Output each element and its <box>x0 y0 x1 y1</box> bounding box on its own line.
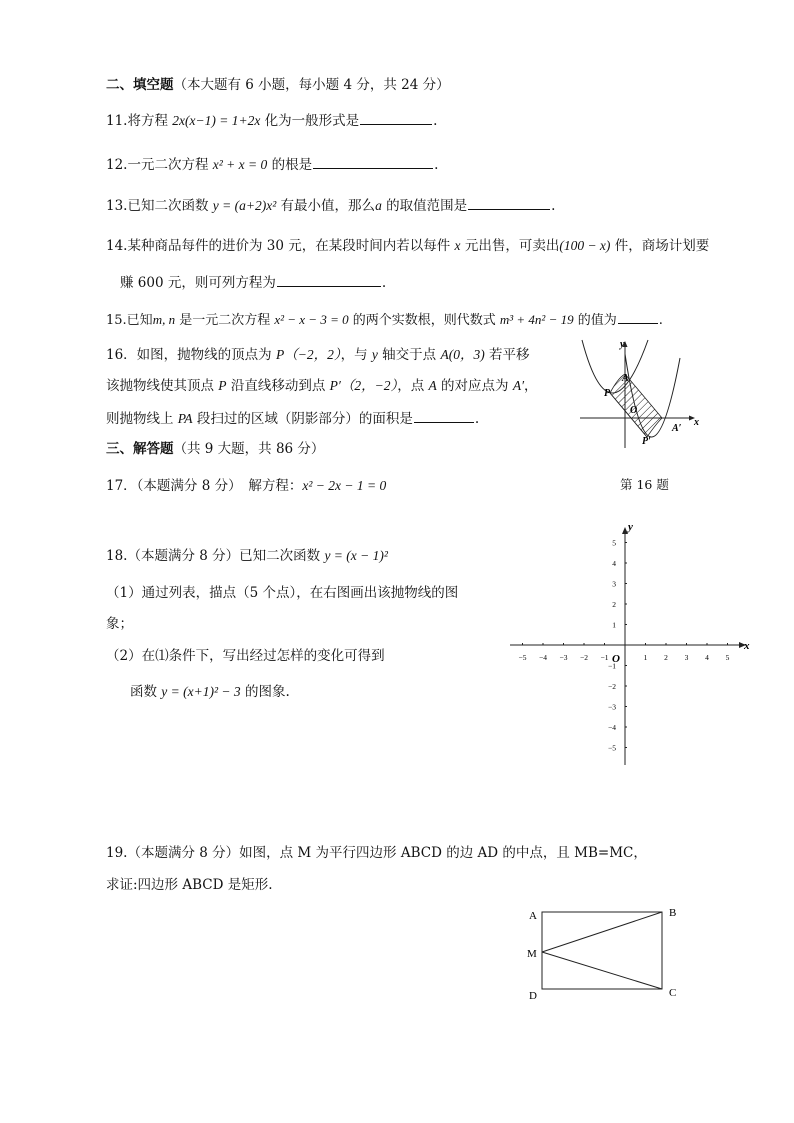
q16-label-Ap: A′ <box>672 423 682 434</box>
q16-text-2a: 该抛物线使其顶点 <box>106 378 219 394</box>
q18-x-tick-label: −4 <box>539 653 547 662</box>
q18-y-label: y <box>628 521 633 533</box>
q16-text-2e: ，点 <box>397 378 429 394</box>
q18-x-tick-label: −5 <box>518 653 527 662</box>
q18-equation-2: y = (x+1)² − 3 <box>161 684 241 699</box>
q18-coordinate-plane <box>505 520 755 770</box>
question-14-line-1 <box>106 236 709 256</box>
q18-origin-label: O <box>612 653 620 665</box>
q18-x-tick-label: −2 <box>580 653 588 662</box>
section-2-title: 二、填空题 <box>106 77 174 93</box>
q19-segment-mc <box>542 952 662 989</box>
section-3-title: 三、解答题 <box>106 441 174 457</box>
q18-y-tick-label: −4 <box>608 723 616 732</box>
q16-text-3a: 则抛物线上 <box>106 411 178 427</box>
q19-label-A: A <box>529 910 537 922</box>
q16-text-2i: ， <box>524 378 538 394</box>
q13-equation: y = (a+2)x² <box>212 198 277 213</box>
q19-label-B: B <box>669 907 677 919</box>
question-16-line-1 <box>106 345 530 365</box>
q14-text-3: 件，商场计划要 <box>610 238 710 254</box>
q18-y-tick-label: 4 <box>612 559 616 568</box>
q18-y-tick-label: 3 <box>612 579 616 589</box>
q18-x-tick-label: −1 <box>600 653 609 662</box>
section-2-heading <box>106 75 450 95</box>
q15-text-2: 是一元二次方程 <box>175 313 275 328</box>
q16-label-Pp: P′ <box>642 436 651 447</box>
question-18-line-3: 象； <box>106 616 133 632</box>
q12-end: . <box>434 157 439 173</box>
q18-y-tick-label: −2 <box>608 682 616 691</box>
q18-x-tick-label: 3 <box>684 653 689 662</box>
q14-var: x <box>454 238 461 253</box>
question-13 <box>106 195 555 216</box>
q16-caption: 第 16 题 <box>620 477 669 492</box>
q15-text-4: 的值为 <box>573 313 617 328</box>
q18-y-tick-label: 1 <box>612 620 616 630</box>
q18-y-tick-label: 2 <box>612 600 616 609</box>
question-12 <box>106 154 438 175</box>
q18-x-tick-label: −3 <box>559 653 568 662</box>
q14-end: . <box>381 275 387 291</box>
q18-equation: y = (x − 1)² <box>324 548 388 563</box>
q18-y-tick-label: −3 <box>608 702 616 712</box>
q18-text: 18.（本题满分 8 分）已知二次函数 <box>106 548 325 564</box>
q19-label-D: D <box>529 990 537 1002</box>
question-18-line-4: （2）在⑴条件下，写出经过怎样的变化可得到 <box>106 648 385 664</box>
q13-text: 13.已知二次函数 <box>106 198 213 214</box>
q14-answer-blank[interactable] <box>277 272 381 287</box>
q16-text-a: 16．如图，抛物线的顶点为 <box>106 347 276 363</box>
q15-end: . <box>658 313 663 328</box>
q16-var-pa: PA <box>177 411 193 426</box>
q16-figure <box>570 338 704 450</box>
q16-var-a: A <box>428 378 437 393</box>
q18-y-tick-label: −5 <box>608 743 616 753</box>
q13-text-2: 有最小值，那么 <box>276 198 376 214</box>
q16-text-2c: 沿直线移动到点 <box>226 378 330 394</box>
q16-var-y: y <box>371 347 378 362</box>
q12-text: 12.一元二次方程 <box>106 157 213 173</box>
section-3-desc: （共 9 大题，共 86 分） <box>173 441 325 457</box>
q14-text-2: 元出售，可卖出 <box>460 238 560 254</box>
question-16-line-2 <box>106 376 538 396</box>
q18-x-label: x <box>744 640 750 652</box>
q14-text-4: 赚 600 元，则可列方程为 <box>120 275 276 291</box>
q16-answer-blank[interactable] <box>414 408 474 423</box>
q15-answer-blank[interactable] <box>618 309 658 324</box>
q13-var: a <box>375 198 382 213</box>
q19-segment-mb <box>542 912 662 952</box>
q18-x-tick-label: 1 <box>643 653 648 662</box>
q16-label-y: y <box>620 339 625 350</box>
q18-x-tick-label: 4 <box>705 653 709 662</box>
section-3-heading <box>106 439 324 459</box>
q16-var-ap: A′ <box>512 378 525 393</box>
q11-text: 11.将方程 <box>106 113 173 129</box>
q16-text-e: 轴交于点 <box>377 347 441 363</box>
q18-text-6: 的图象. <box>240 684 290 700</box>
q16-text-3c: 段扫过的区域（阴影部分）的面积是 <box>192 411 413 427</box>
q17-equation: x² − 2x − 1 = 0 <box>302 478 387 493</box>
question-11 <box>106 110 437 131</box>
section-2-desc: （本大题有 6 小题，每小题 4 分，共 24 分） <box>173 77 450 93</box>
q16-label-O: O <box>630 405 638 416</box>
q16-label-A: A <box>622 373 629 384</box>
q17-text: 17．（本题满分 8 分） 解方程： <box>106 478 303 494</box>
q15-equation: x² − x − 3 = 0 <box>274 312 349 327</box>
q16-text-c: ，与 <box>340 347 372 363</box>
q18-x-tick-label: 2 <box>664 653 668 662</box>
q15-text: 15.已知 <box>106 313 153 328</box>
question-18-line-2: （1）通过列表，描点（5 个点），在右图画出该抛物线的图 <box>106 585 459 601</box>
question-14-line-2 <box>120 272 386 293</box>
q16-point-a: A(0，3) <box>440 347 485 362</box>
question-15 <box>106 309 663 331</box>
q19-label-M: M <box>527 948 537 960</box>
q18-text-5: 函数 <box>130 684 162 700</box>
q16-point-p: P（−2，2） <box>275 347 341 362</box>
q12-text-2: 的根是 <box>267 157 313 173</box>
q12-equation: x² + x = 0 <box>212 157 268 172</box>
q11-text-2: 化为一般形式是 <box>260 113 360 129</box>
q14-expression: (100 − x) <box>559 238 611 253</box>
q11-equation: 2x(x−1) = 1+2x <box>172 113 261 128</box>
q19-label-C: C <box>669 987 677 999</box>
q16-point-pp: P′（2，−2） <box>329 378 398 393</box>
q16-text-2g: 的对应点为 <box>436 378 513 394</box>
q15-text-3: 的两个实数根，则代数式 <box>348 313 500 328</box>
q18-y-tick-label: 5 <box>612 538 616 548</box>
q18-y-tick-label: −1 <box>608 661 616 671</box>
question-17 <box>106 476 386 496</box>
q16-label-P: P <box>604 388 611 399</box>
q15-vars: m, n <box>152 312 176 327</box>
q13-text-3: 的取值范围是 <box>381 198 468 214</box>
question-18-line-5 <box>130 682 290 702</box>
q13-answer-blank[interactable] <box>468 195 550 210</box>
q11-end: . <box>433 113 438 129</box>
question-18-line-1 <box>106 546 388 566</box>
q15-expression: m³ + 4n² − 19 <box>499 312 574 327</box>
q12-answer-blank[interactable] <box>313 154 433 169</box>
q18-x-tick-label: 5 <box>725 653 730 662</box>
q14-text: 14.某种商品每件的进价为 30 元，在某段时间内若以每件 <box>106 238 455 254</box>
q16-label-x: x <box>694 417 699 428</box>
q16-var-p: P <box>218 378 227 393</box>
question-19-line-1: 19.（本题满分 8 分）如图，点 M 为平行四边形 ABCD 的边 AD 的中点，且 MB=MC， <box>106 845 647 861</box>
question-16-line-3 <box>106 408 479 429</box>
question-19-line-2: 求证:四边形 ABCD 是矩形. <box>106 877 273 893</box>
q11-answer-blank[interactable] <box>360 110 432 125</box>
q16-text-g: 若平移 <box>484 347 530 363</box>
q19-rectangle-abcd <box>542 912 662 989</box>
q16-end: . <box>474 411 480 427</box>
q19-figure <box>520 900 700 1005</box>
q13-end: . <box>551 198 556 214</box>
